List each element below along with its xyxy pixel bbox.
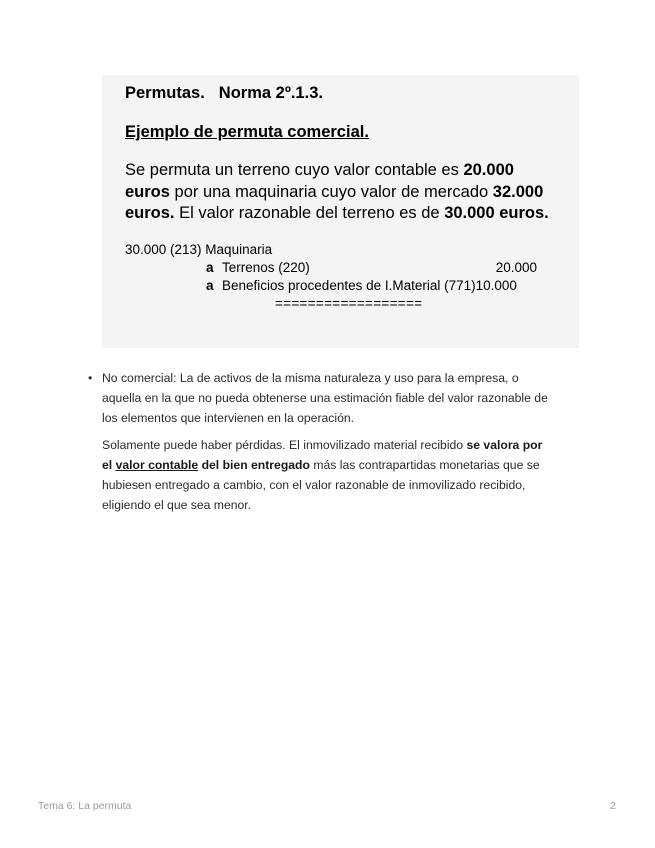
slide-image bbox=[102, 75, 579, 348]
journal-line-debit bbox=[125, 241, 557, 259]
journal-credit-account: Terrenos (220) bbox=[222, 259, 310, 275]
slide-paragraph bbox=[125, 160, 557, 225]
slide-heading bbox=[125, 82, 557, 104]
journal-credit-prefix: a bbox=[206, 277, 214, 293]
para2-b1: se valora por el bbox=[102, 438, 543, 472]
journal-credit-amount: 20.000 bbox=[495, 259, 537, 275]
journal-credit-prefix: a bbox=[206, 259, 214, 275]
journal-rule bbox=[125, 295, 557, 313]
para2-t1: Solamente puede haber pérdidas. El inmovilizado material recibido bbox=[102, 438, 467, 452]
journal-credit-account: Beneficios procedentes de I.Material (771)10.000 bbox=[222, 277, 517, 293]
slide-para-t2: por una maquinaria cuyo valor de mercado bbox=[169, 182, 493, 201]
slide-heading-title: Permutas. bbox=[125, 84, 205, 102]
slide-subheading: Ejemplo de permuta comercial. bbox=[125, 123, 369, 141]
page-number: 2 bbox=[610, 800, 616, 812]
journal-entry bbox=[125, 241, 557, 313]
list-item bbox=[88, 368, 548, 428]
body-content bbox=[88, 368, 548, 527]
bullet-text: No comercial: La de activos de la misma naturaleza y uso para la empresa, o aquella en la que no pueda obtenerse una estimación fiable del valor razonable de los elementos que intervienen en la operación. bbox=[102, 371, 548, 425]
journal-line-credit-2 bbox=[125, 277, 557, 295]
slide-para-t3: El valor razonable del terreno es de bbox=[174, 204, 445, 222]
para2-bu bbox=[116, 458, 199, 472]
slide-heading-norma: Norma 2º.1.3. bbox=[218, 84, 323, 102]
journal-debit-text: 30.000 (213) Maquinaria bbox=[125, 241, 273, 257]
footer-title: Tema 6: La permuta bbox=[38, 800, 132, 812]
journal-rule-text: ================== bbox=[275, 295, 423, 311]
para2-underlined: valor contable bbox=[115, 458, 199, 472]
para2-b2: del bien entregado bbox=[198, 458, 310, 472]
slide-para-t1: Se permuta un terreno cuyo valor contable es bbox=[125, 161, 464, 179]
slide-para-b3: 30.000 euros. bbox=[444, 204, 549, 222]
para2-t2: más las contrapartidas monetarias que se hubiesen entregado a cambio, con el valor razonable de inmovilizado recibido, eligiendo el que sea menor. bbox=[102, 458, 540, 512]
explanation-paragraph bbox=[88, 435, 548, 515]
journal-line-credit-1 bbox=[125, 259, 557, 277]
bullet-icon: • bbox=[88, 371, 93, 385]
slide-para-b2: 32.000 euros. bbox=[125, 182, 544, 222]
slide-para-b1: 20.000 euros bbox=[125, 161, 514, 201]
